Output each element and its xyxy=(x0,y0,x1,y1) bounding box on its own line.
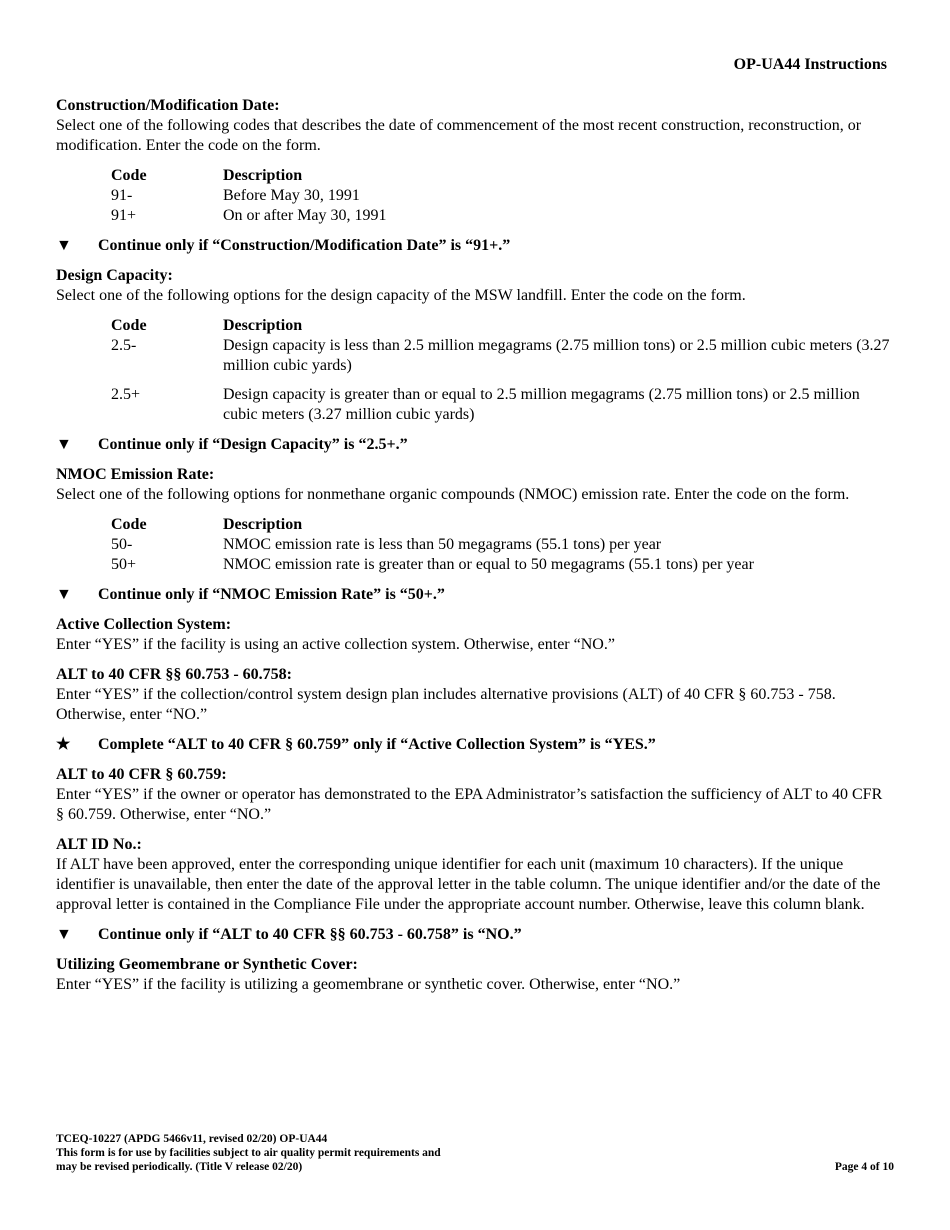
section-text: Select one of the following options for the design capacity of the MSW landfill. Enter the code on the form. xyxy=(56,287,746,304)
description-cell: On or after May 30, 1991 xyxy=(223,207,387,224)
table-row xyxy=(111,535,894,555)
section-text: Enter “YES” if the facility is using an active collection system. Otherwise, enter “NO.” xyxy=(56,636,615,653)
section-active-collection-system xyxy=(56,615,894,655)
notice-text: Complete “ALT to 40 CFR § 60.759” only if “Active Collection System” is “YES.” xyxy=(98,736,656,753)
section-heading: ALT to 40 CFR § 60.759: xyxy=(56,766,227,783)
table-header-row xyxy=(111,515,894,535)
column-header-code: Code xyxy=(111,167,147,184)
section-text: Select one of the following codes that describes the date of commencement of the most recent construction, reconstruction, or modification. Enter the code on the form. xyxy=(56,117,862,154)
section-text: Enter “YES” if the collection/control system design plan includes alternative provisions (ALT) of 40 CFR § 60.753 - 758. Otherwise, enter “NO.” xyxy=(56,686,836,723)
section-heading: NMOC Emission Rate: xyxy=(56,466,215,483)
description-cell: NMOC emission rate is less than 50 megagrams (55.1 tons) per year xyxy=(223,536,662,553)
down-triangle-icon: ▼ xyxy=(56,436,72,453)
code-cell: 50- xyxy=(111,536,133,553)
section-heading: Construction/Modification Date: xyxy=(56,97,280,114)
description-cell: Before May 30, 1991 xyxy=(223,187,360,204)
notice-text: Continue only if “Construction/Modification Date” is “91+.” xyxy=(98,237,511,254)
section-nmoc-emission-rate xyxy=(56,465,894,575)
footer-form-id: TCEQ-10227 (APDG 5466v11, revised 02/20) OP-UA44 xyxy=(56,1133,328,1145)
code-cell: 91- xyxy=(111,187,133,204)
table-header-row xyxy=(111,316,894,336)
section-heading: ALT to 40 CFR §§ 60.753 - 60.758: xyxy=(56,666,293,683)
notice-text: Continue only if “ALT to 40 CFR §§ 60.753 - 60.758” is “NO.” xyxy=(98,926,522,943)
table-row xyxy=(111,186,894,206)
column-header-code: Code xyxy=(111,516,147,533)
table-row xyxy=(111,555,894,575)
code-table xyxy=(111,316,894,425)
table-row xyxy=(111,385,894,425)
page-header-title: OP-UA44 Instructions xyxy=(733,56,887,73)
continue-notice xyxy=(56,925,894,945)
footer-note-line1: This form is for use by facilities subject to air quality permit requirements and xyxy=(56,1147,441,1159)
continue-notice xyxy=(56,435,894,455)
notice-text: Continue only if “Design Capacity” is “2.5+.” xyxy=(98,436,408,453)
column-header-description: Description xyxy=(223,317,303,334)
code-table xyxy=(111,515,894,575)
code-table xyxy=(111,166,894,226)
section-design-capacity xyxy=(56,266,894,425)
section-alt-60-753 xyxy=(56,665,894,725)
section-geomembrane-cover xyxy=(56,955,894,995)
continue-notice xyxy=(56,585,894,605)
down-triangle-icon: ▼ xyxy=(56,237,72,254)
footer-note-line2: may be revised periodically. (Title V release 02/20) xyxy=(56,1161,303,1173)
down-triangle-icon: ▼ xyxy=(56,926,72,943)
section-alt-id xyxy=(56,835,894,915)
column-header-description: Description xyxy=(223,516,303,533)
section-heading: ALT ID No.: xyxy=(56,836,142,853)
continue-notice xyxy=(56,236,894,256)
description-cell: Design capacity is greater than or equal to 2.5 million megagrams (2.75 million tons) or 2.5 million cubic meters (3.27 million cubic yards) xyxy=(223,386,860,423)
section-text: If ALT have been approved, enter the corresponding unique identifier for each unit (maximum 10 characters). If the unique identifier is unavailable, then enter the date of the approval letter in the table column. The unique identifier and/or the date of the approval letter is contained in the Compliance File under the appropriate account number. Otherwise, leave this column blank. xyxy=(56,856,881,913)
complete-notice xyxy=(56,735,894,755)
section-heading: Active Collection System: xyxy=(56,616,232,633)
table-header-row xyxy=(111,166,894,186)
column-header-description: Description xyxy=(223,167,303,184)
section-heading: Design Capacity: xyxy=(56,267,173,284)
section-alt-60-759 xyxy=(56,765,894,825)
description-cell: Design capacity is less than 2.5 million megagrams (2.75 million tons) or 2.5 million cubic meters (3.27 million cubic yards) xyxy=(223,337,890,374)
code-cell: 50+ xyxy=(111,556,137,573)
section-construction-date xyxy=(56,96,894,226)
table-row xyxy=(111,336,894,385)
code-cell: 91+ xyxy=(111,207,137,224)
star-icon: ★ xyxy=(56,736,71,753)
column-header-code: Code xyxy=(111,317,147,334)
section-heading: Utilizing Geomembrane or Synthetic Cover: xyxy=(56,956,358,973)
code-cell: 2.5- xyxy=(111,337,137,354)
section-text: Enter “YES” if the facility is utilizing a geomembrane or synthetic cover. Otherwise, enter “NO.” xyxy=(56,976,681,993)
section-text: Select one of the following options for nonmethane organic compounds (NMOC) emission rate. Enter the code on the form. xyxy=(56,486,850,503)
table-row xyxy=(111,206,894,226)
description-cell: NMOC emission rate is greater than or equal to 50 megagrams (55.1 tons) per year xyxy=(223,556,754,573)
code-cell: 2.5+ xyxy=(111,386,141,403)
notice-text: Continue only if “NMOC Emission Rate” is “50+.” xyxy=(98,586,445,603)
instructions-content xyxy=(56,96,894,1005)
page-number: Page 4 of 10 xyxy=(834,1161,894,1173)
page-footer xyxy=(56,1132,894,1174)
section-text: Enter “YES” if the owner or operator has demonstrated to the EPA Administrator’s satisfaction the sufficiency of ALT to 40 CFR § 60.759. Otherwise, enter “NO.” xyxy=(56,786,883,823)
down-triangle-icon: ▼ xyxy=(56,586,72,603)
